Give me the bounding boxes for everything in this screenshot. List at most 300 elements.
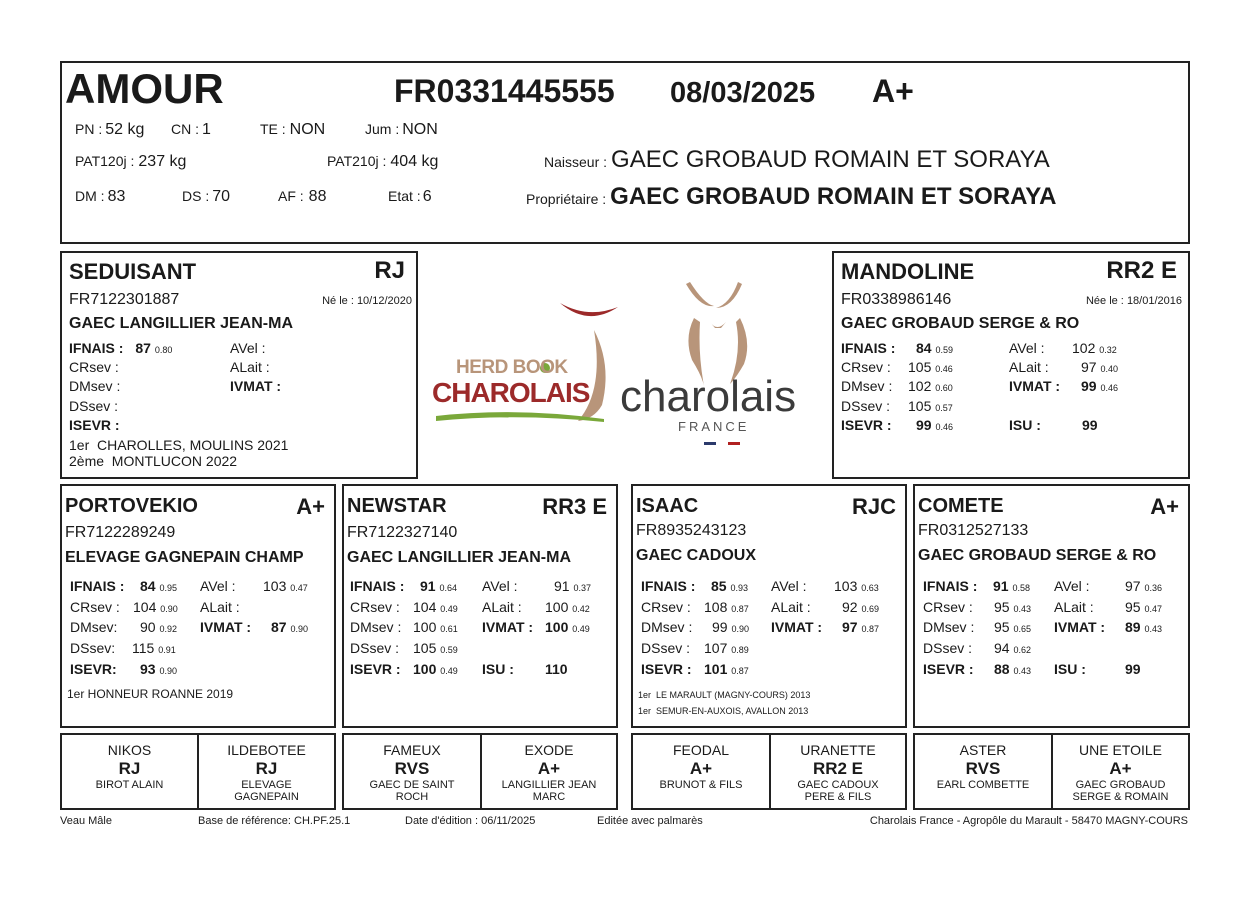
gp1-ifnais	[140, 578, 177, 594]
gp4-dmsev-value: 95	[994, 619, 1010, 635]
gp1-crsev-cd: 0.90	[160, 604, 178, 614]
dam-isevr-cd: 0.46	[935, 422, 953, 432]
dam-dssev-cd: 0.57	[935, 403, 953, 413]
sire-born-value: 10/12/2020	[356, 295, 412, 307]
gp2-isevr-value: 100	[413, 661, 437, 677]
gp4-crsev	[994, 599, 1031, 615]
gp1-crsev	[133, 599, 178, 615]
footer-palmares-note: Editée avec palmarès	[597, 815, 703, 827]
gp3-isevr-value: 101	[704, 661, 728, 677]
ggp8-grade: A+	[1109, 759, 1132, 778]
gp3-ivmat-cd: 0.87	[861, 624, 879, 634]
gp1-ivmat	[271, 619, 308, 635]
gp2-crsev	[413, 599, 458, 615]
gp4-alait-label: ALait :	[1054, 599, 1094, 615]
animal-header-panel	[60, 61, 1190, 244]
sire-grade: RJ	[374, 257, 405, 284]
gp1-id: FR7122289249	[65, 524, 176, 541]
great-grandparent-panel-4	[913, 733, 1190, 810]
cn-label: CN :	[171, 121, 199, 137]
ggp-cell-2	[199, 735, 334, 808]
ds-field	[182, 188, 230, 206]
jum-value: NON	[402, 121, 438, 138]
gp1-dmsev-label: DMsev:	[70, 619, 118, 635]
gp4-isevr-value: 88	[994, 661, 1010, 677]
naisseur-value: GAEC GROBAUD ROMAIN ET SORAYA	[611, 146, 1050, 173]
dam-dssev-label: DSsev :	[841, 398, 891, 414]
gp1-crsev-value: 104	[133, 599, 157, 615]
ggp-cell-6	[771, 735, 905, 808]
gp3-ivmat	[842, 619, 879, 635]
gp4-crsev-label: CRsev :	[923, 599, 973, 615]
gp4-ifnais	[993, 578, 1030, 594]
gp4-dmsev-cd: 0.65	[1013, 624, 1031, 634]
gp3-palmares-2: 1er SEMUR-EN-AUXOIS, AVALLON 2013	[638, 706, 809, 716]
gp4-dssev-cd: 0.62	[1013, 645, 1031, 655]
gp3-alait-value: 92	[842, 599, 858, 615]
sire-born	[322, 295, 412, 307]
dam-avel	[1072, 340, 1117, 356]
gp2-dmsev-value: 100	[413, 619, 437, 635]
ggp7-name: ASTER	[959, 742, 1007, 758]
gp1-ifnais-cd: 0.95	[159, 583, 177, 593]
gp2-grade: RR3 E	[542, 494, 607, 519]
gp2-dssev-value: 105	[413, 640, 437, 656]
gp3-owner: GAEC CADOUX	[636, 547, 757, 564]
gp2-dmsev-cd: 0.61	[440, 624, 458, 634]
ggp2-owner1: ELEVAGE	[241, 779, 292, 791]
gp2-alait-value: 100	[545, 599, 569, 615]
gp3-dssev	[704, 640, 749, 656]
dam-alait-label: ALait :	[1009, 359, 1049, 375]
dam-ifnais-cd: 0.59	[935, 345, 953, 355]
herdbook-charolais-logo	[426, 295, 626, 430]
dam-alait-value: 97	[1081, 359, 1097, 375]
ggp8-owner2: SERGE & ROMAIN	[1072, 791, 1169, 803]
gp2-crsev-cd: 0.49	[440, 604, 458, 614]
gp3-avel-label: AVel :	[771, 578, 807, 594]
gp2-dmsev-label: DMsev :	[350, 619, 402, 635]
gp4-alait-cd: 0.47	[1144, 604, 1162, 614]
gp2-ivmat-value: 100	[545, 619, 569, 635]
dm-value: 83	[107, 188, 126, 205]
cn-field	[171, 121, 211, 139]
gp4-id: FR0312527133	[918, 522, 1029, 539]
gp3-ivmat-label: IVMAT :	[771, 619, 823, 635]
gp3-dmsev-label: DMsev :	[641, 619, 693, 635]
flag-stripe-red	[728, 442, 740, 445]
gp4-isevr	[994, 661, 1031, 677]
gp2-ivmat	[545, 619, 590, 635]
dam-avel-label: AVel :	[1009, 340, 1045, 356]
dam-crsev	[908, 359, 953, 375]
gp3-grade: RJC	[851, 494, 896, 519]
ggp7-grade: RVS	[965, 759, 1001, 778]
gp4-dmsev-label: DMsev :	[923, 619, 975, 635]
ggp5-name: FEODAL	[672, 742, 729, 758]
gp3-ivmat-value: 97	[842, 619, 858, 635]
gp4-avel	[1125, 578, 1162, 594]
gp2-name: NEWSTAR	[347, 495, 447, 517]
gp4-ivmat	[1125, 619, 1162, 635]
ggp5-grade: A+	[689, 759, 713, 778]
ggp6-owner1: GAEC CADOUX	[797, 779, 879, 791]
gp3-dssev-cd: 0.89	[731, 645, 749, 655]
ggp2-name: ILDEBOTEE	[227, 742, 306, 758]
gp3-crsev-cd: 0.87	[731, 604, 749, 614]
gp2-dmsev	[413, 619, 458, 635]
gp4-ivmat-label: IVMAT :	[1054, 619, 1106, 635]
gp1-dssev	[132, 640, 176, 656]
dam-dmsev-value: 102	[908, 378, 932, 394]
gp1-owner: ELEVAGE GAGNEPAIN CHAMP	[65, 549, 304, 566]
ggp1-grade: RJ	[118, 759, 141, 778]
dam-crsev-value: 105	[908, 359, 932, 375]
gp1-dmsev-cd: 0.92	[159, 624, 177, 634]
gp2-crsev-label: CRsev :	[350, 599, 400, 615]
gp2-avel-label: AVel :	[482, 578, 518, 594]
ggp5-owner1: BRUNOT & FILS	[659, 779, 743, 791]
dam-isevr-value: 99	[916, 417, 932, 433]
jum-field	[365, 121, 438, 139]
proprietaire-field	[526, 183, 1056, 211]
gp4-dssev-value: 94	[994, 640, 1010, 656]
animal-id: FR0331445555	[394, 73, 615, 109]
dam-born-label: Née le :	[1085, 295, 1124, 307]
ggp6-owner2: PERE & FILS	[804, 791, 872, 803]
af-label: AF :	[278, 188, 304, 204]
ds-value: 70	[212, 188, 231, 205]
great-grandparent-panel-2	[342, 733, 618, 810]
footer-sex: Veau Mâle	[60, 815, 112, 827]
gp4-dssev-label: DSsev :	[923, 640, 973, 656]
gp3-dmsev-cd: 0.90	[731, 624, 749, 634]
great-grandparent-panel-3	[631, 733, 907, 810]
gp4-owner: GAEC GROBAUD SERGE & RO	[918, 547, 1157, 564]
dam-dmsev-cd: 0.60	[935, 383, 953, 393]
cn-value: 1	[202, 121, 211, 138]
gp4-alait-value: 95	[1125, 599, 1141, 615]
gp1-crsev-label: CRsev :	[70, 599, 120, 615]
grandparent-panel-3	[631, 484, 907, 728]
sire-born-label: Né le :	[322, 295, 354, 307]
ggp4-owner1: LANGILLIER JEAN	[501, 779, 597, 791]
pn-label: PN :	[75, 121, 103, 137]
gp4-isevr-label: ISEVR :	[923, 661, 974, 677]
gp3-dssev-label: DSsev :	[641, 640, 691, 656]
dam-id: FR0338986146	[841, 291, 952, 308]
ds-label: DS :	[182, 188, 210, 204]
gp2-isu-label: ISU :	[482, 661, 514, 677]
etat-field	[388, 188, 432, 206]
dam-avel-value: 102	[1072, 340, 1096, 356]
dam-panel	[832, 251, 1190, 479]
gp1-ivmat-label: IVMAT :	[200, 619, 252, 635]
dam-isu-value: 99	[1082, 417, 1098, 433]
dam-dssev-value: 105	[908, 398, 932, 414]
gp3-dssev-value: 107	[704, 640, 728, 656]
sire-owner: GAEC LANGILLIER JEAN-MA	[69, 315, 293, 332]
dam-born-value: 18/01/2016	[1126, 295, 1182, 307]
gp1-avel-value: 103	[263, 578, 287, 594]
ggp6-grade: RR2 E	[812, 759, 864, 778]
gp2-dssev-label: DSsev :	[350, 640, 400, 656]
gp2-ifnais-label: IFNAIS :	[350, 578, 405, 594]
dam-ivmat	[1081, 378, 1118, 394]
dam-avel-cd: 0.32	[1099, 345, 1117, 355]
gp3-crsev	[704, 599, 749, 615]
ggp1-owner1: BIROT ALAIN	[95, 779, 164, 791]
ggp-cell-4	[482, 735, 616, 808]
gp3-ifnais-label: IFNAIS :	[641, 578, 696, 594]
gp1-isevr-value: 93	[140, 661, 156, 677]
grandparent-panel-1	[60, 484, 336, 728]
gp2-ifnais	[420, 578, 457, 594]
ggp-cell-3	[344, 735, 482, 808]
te-label: TE :	[260, 121, 286, 137]
gp2-ifnais-cd: 0.64	[439, 583, 457, 593]
sire-name: SEDUISANT	[69, 259, 197, 284]
gp3-crsev-label: CRsev :	[641, 599, 691, 615]
ggp-cell-7	[915, 735, 1053, 808]
pat210-value: 404 kg	[390, 153, 439, 170]
pat210-field	[327, 153, 438, 171]
footer-base: Base de référence: CH.PF.25.1	[198, 815, 351, 827]
charolais-france-logo	[618, 278, 823, 453]
dam-isevr	[916, 417, 953, 433]
gp3-ifnais-value: 85	[711, 578, 727, 594]
gp4-ifnais-cd: 0.58	[1012, 583, 1030, 593]
gp2-id: FR7122327140	[347, 524, 458, 541]
gp4-crsev-cd: 0.43	[1013, 604, 1031, 614]
gp3-dmsev	[712, 619, 749, 635]
gp1-avel-label: AVel :	[200, 578, 236, 594]
gp3-avel-cd: 0.63	[861, 583, 879, 593]
sire-ifnais	[69, 340, 172, 356]
gp3-alait-cd: 0.69	[861, 604, 879, 614]
gp1-avel	[263, 578, 308, 594]
dm-field	[75, 188, 125, 206]
ggp2-owner2: GAGNEPAIN	[234, 791, 299, 803]
gp1-isevr-label: ISEVR:	[70, 661, 117, 677]
gp1-dmsev	[140, 619, 177, 635]
gp2-avel	[554, 578, 591, 594]
sire-alait-label: ALait :	[230, 359, 270, 375]
dam-isu-label: ISU :	[1009, 417, 1041, 433]
sire-ifnais-cd: 0.80	[154, 345, 173, 355]
te-field	[260, 121, 325, 139]
gp2-isu-value: 110	[545, 661, 568, 677]
herdbook-line1: HERD BOOK	[456, 357, 568, 378]
af-value: 88	[308, 188, 327, 205]
dam-born	[1086, 295, 1182, 307]
naisseur-label: Naisseur :	[544, 154, 608, 170]
sire-ifnais-value: 87	[135, 340, 151, 356]
te-value: NON	[289, 121, 326, 138]
gp3-avel-value: 103	[834, 578, 858, 594]
gp4-ivmat-cd: 0.43	[1144, 624, 1162, 634]
gp3-alait-label: ALait :	[771, 599, 811, 615]
pat120-value: 237 kg	[138, 153, 187, 170]
great-grandparent-panel-1	[60, 733, 336, 810]
gp2-ivmat-label: IVMAT :	[482, 619, 534, 635]
ggp7-owner1: EARL COMBETTE	[936, 779, 1030, 791]
naisseur-field	[544, 146, 1050, 174]
sire-crsev-label: CRsev :	[69, 359, 119, 375]
ggp-cell-8	[1053, 735, 1188, 808]
gp3-isevr-label: ISEVR :	[641, 661, 692, 677]
footer-edition-date: Date d'édition : 06/11/2025	[405, 815, 536, 827]
dam-dmsev	[908, 378, 953, 394]
gp3-alait	[842, 599, 879, 615]
ggp1-name: NIKOS	[107, 742, 152, 758]
dam-crsev-label: CRsev :	[841, 359, 891, 375]
gp2-dssev-cd: 0.59	[440, 645, 458, 655]
gp1-ifnais-value: 84	[140, 578, 156, 594]
france-word: FRANCE	[678, 419, 750, 434]
gp1-avel-cd: 0.47	[290, 583, 308, 593]
dam-ivmat-cd: 0.46	[1100, 383, 1118, 393]
etat-value: 6	[422, 188, 432, 205]
sire-palmares-2: 2ème MONTLUCON 2022	[69, 453, 238, 469]
gp3-ifnais-cd: 0.93	[730, 583, 748, 593]
dam-dssev	[908, 398, 953, 414]
gp2-isevr-cd: 0.49	[440, 666, 458, 676]
ggp2-grade: RJ	[255, 759, 278, 778]
gp1-dssev-cd: 0.91	[158, 645, 176, 655]
gp1-dssev-value: 115	[132, 640, 155, 656]
proprietaire-label: Propriétaire :	[526, 191, 607, 207]
gp4-name: COMETE	[918, 495, 1004, 517]
ggp8-owner1: GAEC GROBAUD	[1075, 779, 1166, 791]
gp1-dssev-label: DSsev:	[70, 640, 116, 656]
gp1-isevr	[140, 661, 177, 677]
gp1-isevr-cd: 0.90	[159, 666, 177, 676]
pat120-label: PAT120j :	[75, 153, 135, 169]
sire-panel	[60, 251, 418, 479]
gp4-avel-cd: 0.36	[1144, 583, 1162, 593]
ggp4-owner2: MARC	[532, 791, 566, 803]
gp2-ivmat-cd: 0.49	[572, 624, 590, 634]
herdbook-line2: CHAROLAIS	[432, 377, 590, 408]
gp4-isu-label: ISU :	[1054, 661, 1086, 677]
gp4-isevr-cd: 0.43	[1013, 666, 1031, 676]
gp4-isu-value: 99	[1125, 661, 1141, 677]
jum-label: Jum :	[365, 121, 400, 137]
ggp3-owner2: ROCH	[395, 791, 429, 803]
gp2-avel-value: 91	[554, 578, 570, 594]
gp1-alait-label: ALait :	[200, 599, 240, 615]
ggp4-grade: A+	[537, 759, 561, 778]
gp3-crsev-value: 108	[704, 599, 728, 615]
etat-label: Etat :	[388, 188, 421, 204]
ggp6-name: URANETTE	[800, 742, 876, 758]
dam-ivmat-value: 99	[1081, 378, 1097, 394]
gp2-alait-label: ALait :	[482, 599, 522, 615]
dam-alait	[1081, 359, 1118, 375]
grandparent-panel-2	[342, 484, 618, 728]
dam-alait-cd: 0.40	[1100, 364, 1118, 374]
gp1-dmsev-value: 90	[140, 619, 156, 635]
animal-date: 08/03/2025	[670, 77, 816, 109]
ggp4-name: EXODE	[524, 742, 574, 758]
gp2-dssev	[413, 640, 458, 656]
pat210-label: PAT210j :	[327, 153, 387, 169]
gp2-alait-cd: 0.42	[572, 604, 590, 614]
dam-dmsev-label: DMsev :	[841, 378, 893, 394]
dam-ifnais	[916, 340, 953, 356]
animal-grade: A+	[872, 73, 914, 109]
sire-avel-label: AVel :	[230, 340, 266, 356]
gp4-avel-value: 97	[1125, 578, 1141, 594]
gp4-dmsev	[994, 619, 1031, 635]
ggp3-grade: RVS	[394, 759, 430, 778]
gp3-isevr-cd: 0.87	[731, 666, 749, 676]
gp2-isevr	[413, 661, 458, 677]
gp4-ifnais-value: 91	[993, 578, 1009, 594]
dam-owner: GAEC GROBAUD SERGE & RO	[841, 315, 1080, 332]
ggp-cell-5	[633, 735, 771, 808]
gp2-alait	[545, 599, 590, 615]
sire-dssev-label: DSsev :	[69, 398, 119, 414]
gp1-ivmat-cd: 0.90	[290, 624, 308, 634]
proprietaire-value: GAEC GROBAUD ROMAIN ET SORAYA	[610, 183, 1057, 210]
gp1-grade: A+	[296, 494, 325, 519]
ggp3-owner1: GAEC DE SAINT	[369, 779, 455, 791]
dam-grade: RR2 E	[1106, 257, 1177, 284]
sire-isevr-label: ISEVR :	[69, 417, 120, 433]
gp1-name: PORTOVEKIO	[65, 495, 198, 517]
flag-stripe-blue	[704, 442, 716, 445]
gp2-owner: GAEC LANGILLIER JEAN-MA	[347, 549, 571, 566]
dam-isevr-label: ISEVR :	[841, 417, 892, 433]
pat120-field	[75, 153, 186, 171]
sire-id: FR7122301887	[69, 291, 180, 308]
dam-ifnais-label: IFNAIS :	[841, 340, 896, 356]
pn-field	[75, 121, 144, 139]
dam-crsev-cd: 0.46	[935, 364, 953, 374]
sire-ifnais-label: IFNAIS :	[69, 340, 124, 356]
gp4-avel-label: AVel :	[1054, 578, 1090, 594]
animal-name: AMOUR	[65, 65, 224, 112]
pn-value: 52 kg	[105, 121, 145, 138]
ggp8-name: UNE ETOILE	[1079, 742, 1162, 758]
sire-ivmat-label: IVMAT :	[230, 378, 282, 394]
gp3-ifnais	[711, 578, 748, 594]
dam-ivmat-label: IVMAT :	[1009, 378, 1061, 394]
gp4-ivmat-value: 89	[1125, 619, 1141, 635]
gp4-dssev	[994, 640, 1031, 656]
gp1-palmares-1: 1er HONNEUR ROANNE 2019	[67, 687, 234, 701]
gp3-id: FR8935243123	[636, 522, 747, 539]
sire-dmsev-label: DMsev :	[69, 378, 121, 394]
dam-name: MANDOLINE	[841, 259, 975, 284]
charolais-word: charolais	[620, 372, 797, 421]
dm-label: DM :	[75, 188, 105, 204]
gp1-ifnais-label: IFNAIS :	[70, 578, 125, 594]
gp3-name: ISAAC	[636, 495, 699, 517]
sire-palmares-1: 1er CHAROLLES, MOULINS 2021	[69, 437, 289, 453]
af-field	[278, 188, 326, 206]
gp4-ifnais-label: IFNAIS :	[923, 578, 978, 594]
footer-address: Charolais France - Agropôle du Marault - 58470 MAGNY-COURS	[869, 815, 1188, 827]
ggp3-name: FAMEUX	[383, 742, 441, 758]
gp3-isevr	[704, 661, 749, 677]
dam-ifnais-value: 84	[916, 340, 932, 356]
grandparent-panel-4	[913, 484, 1190, 728]
gp3-avel	[834, 578, 879, 594]
gp3-dmsev-value: 99	[712, 619, 728, 635]
